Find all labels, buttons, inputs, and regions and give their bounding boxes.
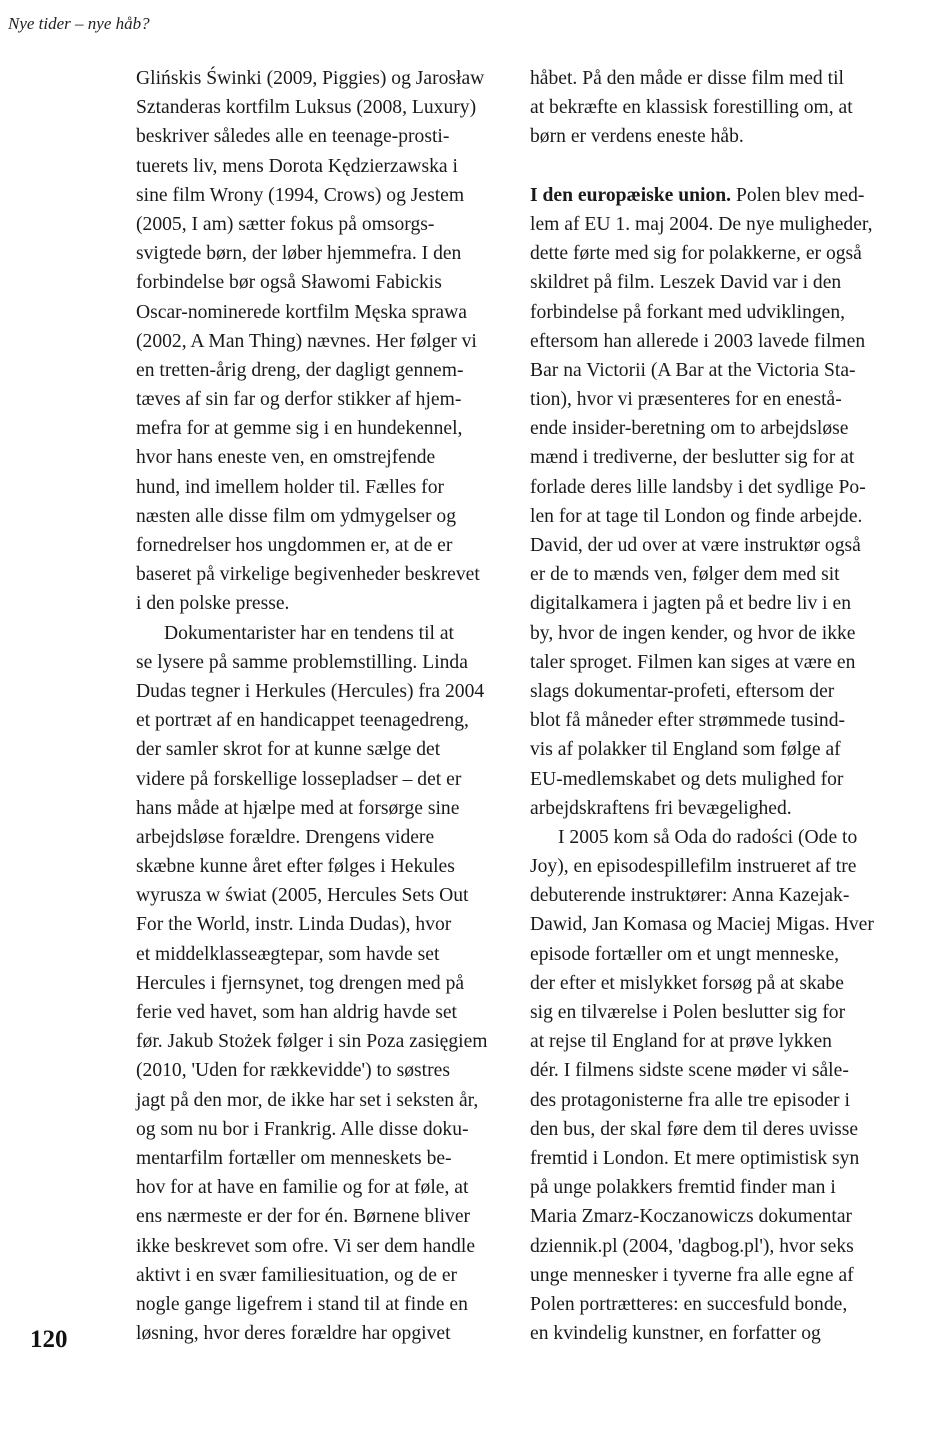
text-line: videre på forskellige lossepladser – det er [136,768,462,790]
text-line: sine film Wrony (1994, Crows) og Jestem [136,184,465,206]
text-line: er de to mænds ven, følger dem med sit [530,564,840,586]
text-line: vis af polakker til England som følge af [530,739,841,761]
left-column [136,64,506,1348]
running-head: Nye tider – nye håb? [8,14,150,33]
text-line: nogle gange ligefrem i stand til at finde en [136,1293,468,1315]
text-line: se lysere på samme problemstilling. Linda [136,651,468,673]
text-line: på unge polakkers fremtid finder man i [530,1177,836,1199]
text-line: unge mennesker i tyverne fra alle egne af [530,1264,854,1286]
text-line: wyrusza w świat (2005, Hercules Sets Out [136,885,469,907]
text-line: Sztanderas kortfilm Luksus (2008, Luxury) [136,97,477,119]
text-line: dér. I filmens sidste scene møder vi såle- [530,1060,849,1082]
text-line: des protagonisterne fra alle tre episoder i [530,1089,850,1111]
text-line: Joy), en episodespillefilm instrueret af tre [530,856,857,878]
text-line: svigtede børn, der løber hjemmefra. I den [136,243,462,265]
page-number: 120 [30,1326,68,1353]
text-line: hans måde at hjælpe med at forsørge sine [136,797,460,819]
text-line: len for at tage til London og finde arbejde. [530,505,863,527]
right-column [530,64,895,1348]
text-line: (2010, 'Uden for rækkevidde') to søstres [136,1060,450,1082]
text-line: aktivt i en svær familiesituation, og de er [136,1264,458,1286]
text-line: Dawid, Jan Komasa og Maciej Migas. Hver [530,914,874,936]
right-section-body [530,210,895,1348]
text-line: (2002, A Man Thing) nævnes. Her følger vi [136,330,477,352]
text-line: David, der ud over at være instruktør også [530,535,861,556]
text-line: en tretten-årig dreng, der dagligt gennem- [136,359,464,381]
text-line: For the World, instr. Linda Dudas), hvor [136,914,452,936]
text-line: (2005, I am) sætter fokus på omsorgs- [136,213,435,235]
text-line: taler sproget. Filmen kan siges at være en [530,651,856,673]
text-line: at rejse til England for at prøve lykken [530,1031,832,1053]
text-line: Maria Zmarz-Koczanowiczs dokumentar [530,1206,853,1228]
text-line: mentarfilm fortæller om menneskets be- [136,1147,452,1169]
text-line: digitalkamera i jagten på et bedre liv i en [530,593,851,615]
text-line: der samler skrot for at kunne sælge det [136,739,441,761]
text-line: ende insider-beretning om to arbejdsløse [530,418,849,440]
text-line: forlade deres lille landsby i det sydlige Po- [530,476,866,498]
text-line: Bar na Victorii (A Bar at the Victoria Sta- [530,359,856,381]
text-line: forbindelse på forkant med udviklingen, [530,301,846,323]
text-line: løsning, hvor deres forældre har opgivet [136,1323,451,1345]
section-heading-line [530,181,895,210]
text-line: en kvindelig kunstner, en forfatter og [530,1323,821,1345]
text-line: skildret på film. Leszek David var i den [530,272,842,294]
text-line: I 2005 kom så Oda do radości (Ode to [558,826,858,848]
text-line: eftersom han allerede i 2003 lavede filmen [530,330,866,352]
text-line: ikke beskrevet som ofre. Vi ser dem handle [136,1235,476,1257]
text-line: et portræt af en handicappet teenagedreng, [136,710,469,732]
text-line: håbet. På den måde er disse film med til [530,68,844,89]
text-line: tæves af sin far og derfor stikker af hjem- [136,389,462,411]
text-line: hov for at have en familie og for at føle, at [136,1177,469,1199]
text-line: og som nu bor i Frankrig. Alle disse doku- [136,1118,469,1140]
text-line: fornedrelser hos ungdommen er, at de er [136,535,453,556]
text-line: der efter et mislykket forsøg på at skabe [530,972,844,994]
text-line: tion), hvor vi præsenteres for en enestå- [530,389,842,411]
text-line: børn er verdens eneste håb. [530,126,744,148]
text-line: at bekræfte en klassisk forestilling om, at [530,97,853,119]
text-line: sig en tilværelse i Polen beslutter sig for [530,1002,846,1023]
text-line: jagt på den mor, de ikke har set i seksten år, [136,1089,479,1111]
text-line: forbindelse bør også Sławomi Fabickis [136,272,442,294]
text-line: fremtid i London. Et mere optimistisk syn [530,1147,860,1169]
section-gap [530,152,895,181]
text-line: by, hvor de ingen kender, og hvor de ikke [530,622,856,644]
text-line: Hercules i fjernsynet, tog drengen med på [136,972,465,994]
text-line: debuterende instruktører: Anna Kazejak- [530,885,850,907]
text-line: arbejdsløse forældre. Drengens videre [136,826,435,848]
text-line: tuerets liv, mens Dorota Kędzierzawska i [136,155,458,177]
text-line: i den polske presse. [136,593,290,615]
text-line: lem af EU 1. maj 2004. De nye muligheder, [530,213,873,235]
text-line: baseret på virkelige begivenheder beskrevet [136,564,480,586]
text-line: slags dokumentar-profeti, eftersom der [530,680,835,702]
text-line: hvor hans eneste ven, en omstrejfende [136,447,436,469]
text-line: Dokumentarister har en tendens til at [164,622,455,644]
text-line: Polen portrætteres: en succesfuld bonde, [530,1293,848,1315]
text-line: ens nærmeste er der for én. Børnene bliver [136,1206,471,1228]
text-line: et middelklasseægtepar, som havde set [136,943,440,965]
text-line: før. Jakub Stożek følger i sin Poza zasięgiem [136,1031,488,1053]
text-line: skæbne kunne året efter følges i Hekules [136,856,455,878]
text-line: Oscar-nominerede kortfilm Męska sprawa [136,301,467,323]
text-line: Glińskis Świnki (2009, Piggies) og Jarosław [136,68,485,89]
text-line: mænd i trediverne, der beslutter sig for at [530,447,855,469]
section-heading: I den europæiske union. [530,184,732,206]
text-line: mefra for at gemme sig i en hundekennel, [136,418,463,440]
text-line: næsten alle disse film om ydmygelser og [136,505,456,527]
text-line: ferie ved havet, som han aldrig havde set [136,1002,458,1023]
text-line: hund, ind imellem holder til. Fælles for [136,476,445,498]
text-line: EU-medlemskabet og dets mulighed for [530,768,844,790]
text-line: dette førte med sig for polakkerne, er også [530,243,862,265]
text-line: episode fortæller om et ungt menneske, [530,943,840,965]
text-line: den bus, der skal føre dem til deres uvisse [530,1118,859,1140]
text-line: blot få måneder efter strømmede tusind- [530,710,846,732]
section-heading-rest: Polen blev med- [731,184,865,206]
text-line: beskriver således alle en teenage-prosti- [136,126,450,148]
text-line: Dudas tegner i Herkules (Hercules) fra 2004 [136,680,485,702]
right-intro-paragraph [530,64,895,152]
text-line: dziennik.pl (2004, 'dagbog.pl'), hvor seks [530,1235,854,1257]
text-line: arbejdskraftens fri bevægelighed. [530,797,792,819]
